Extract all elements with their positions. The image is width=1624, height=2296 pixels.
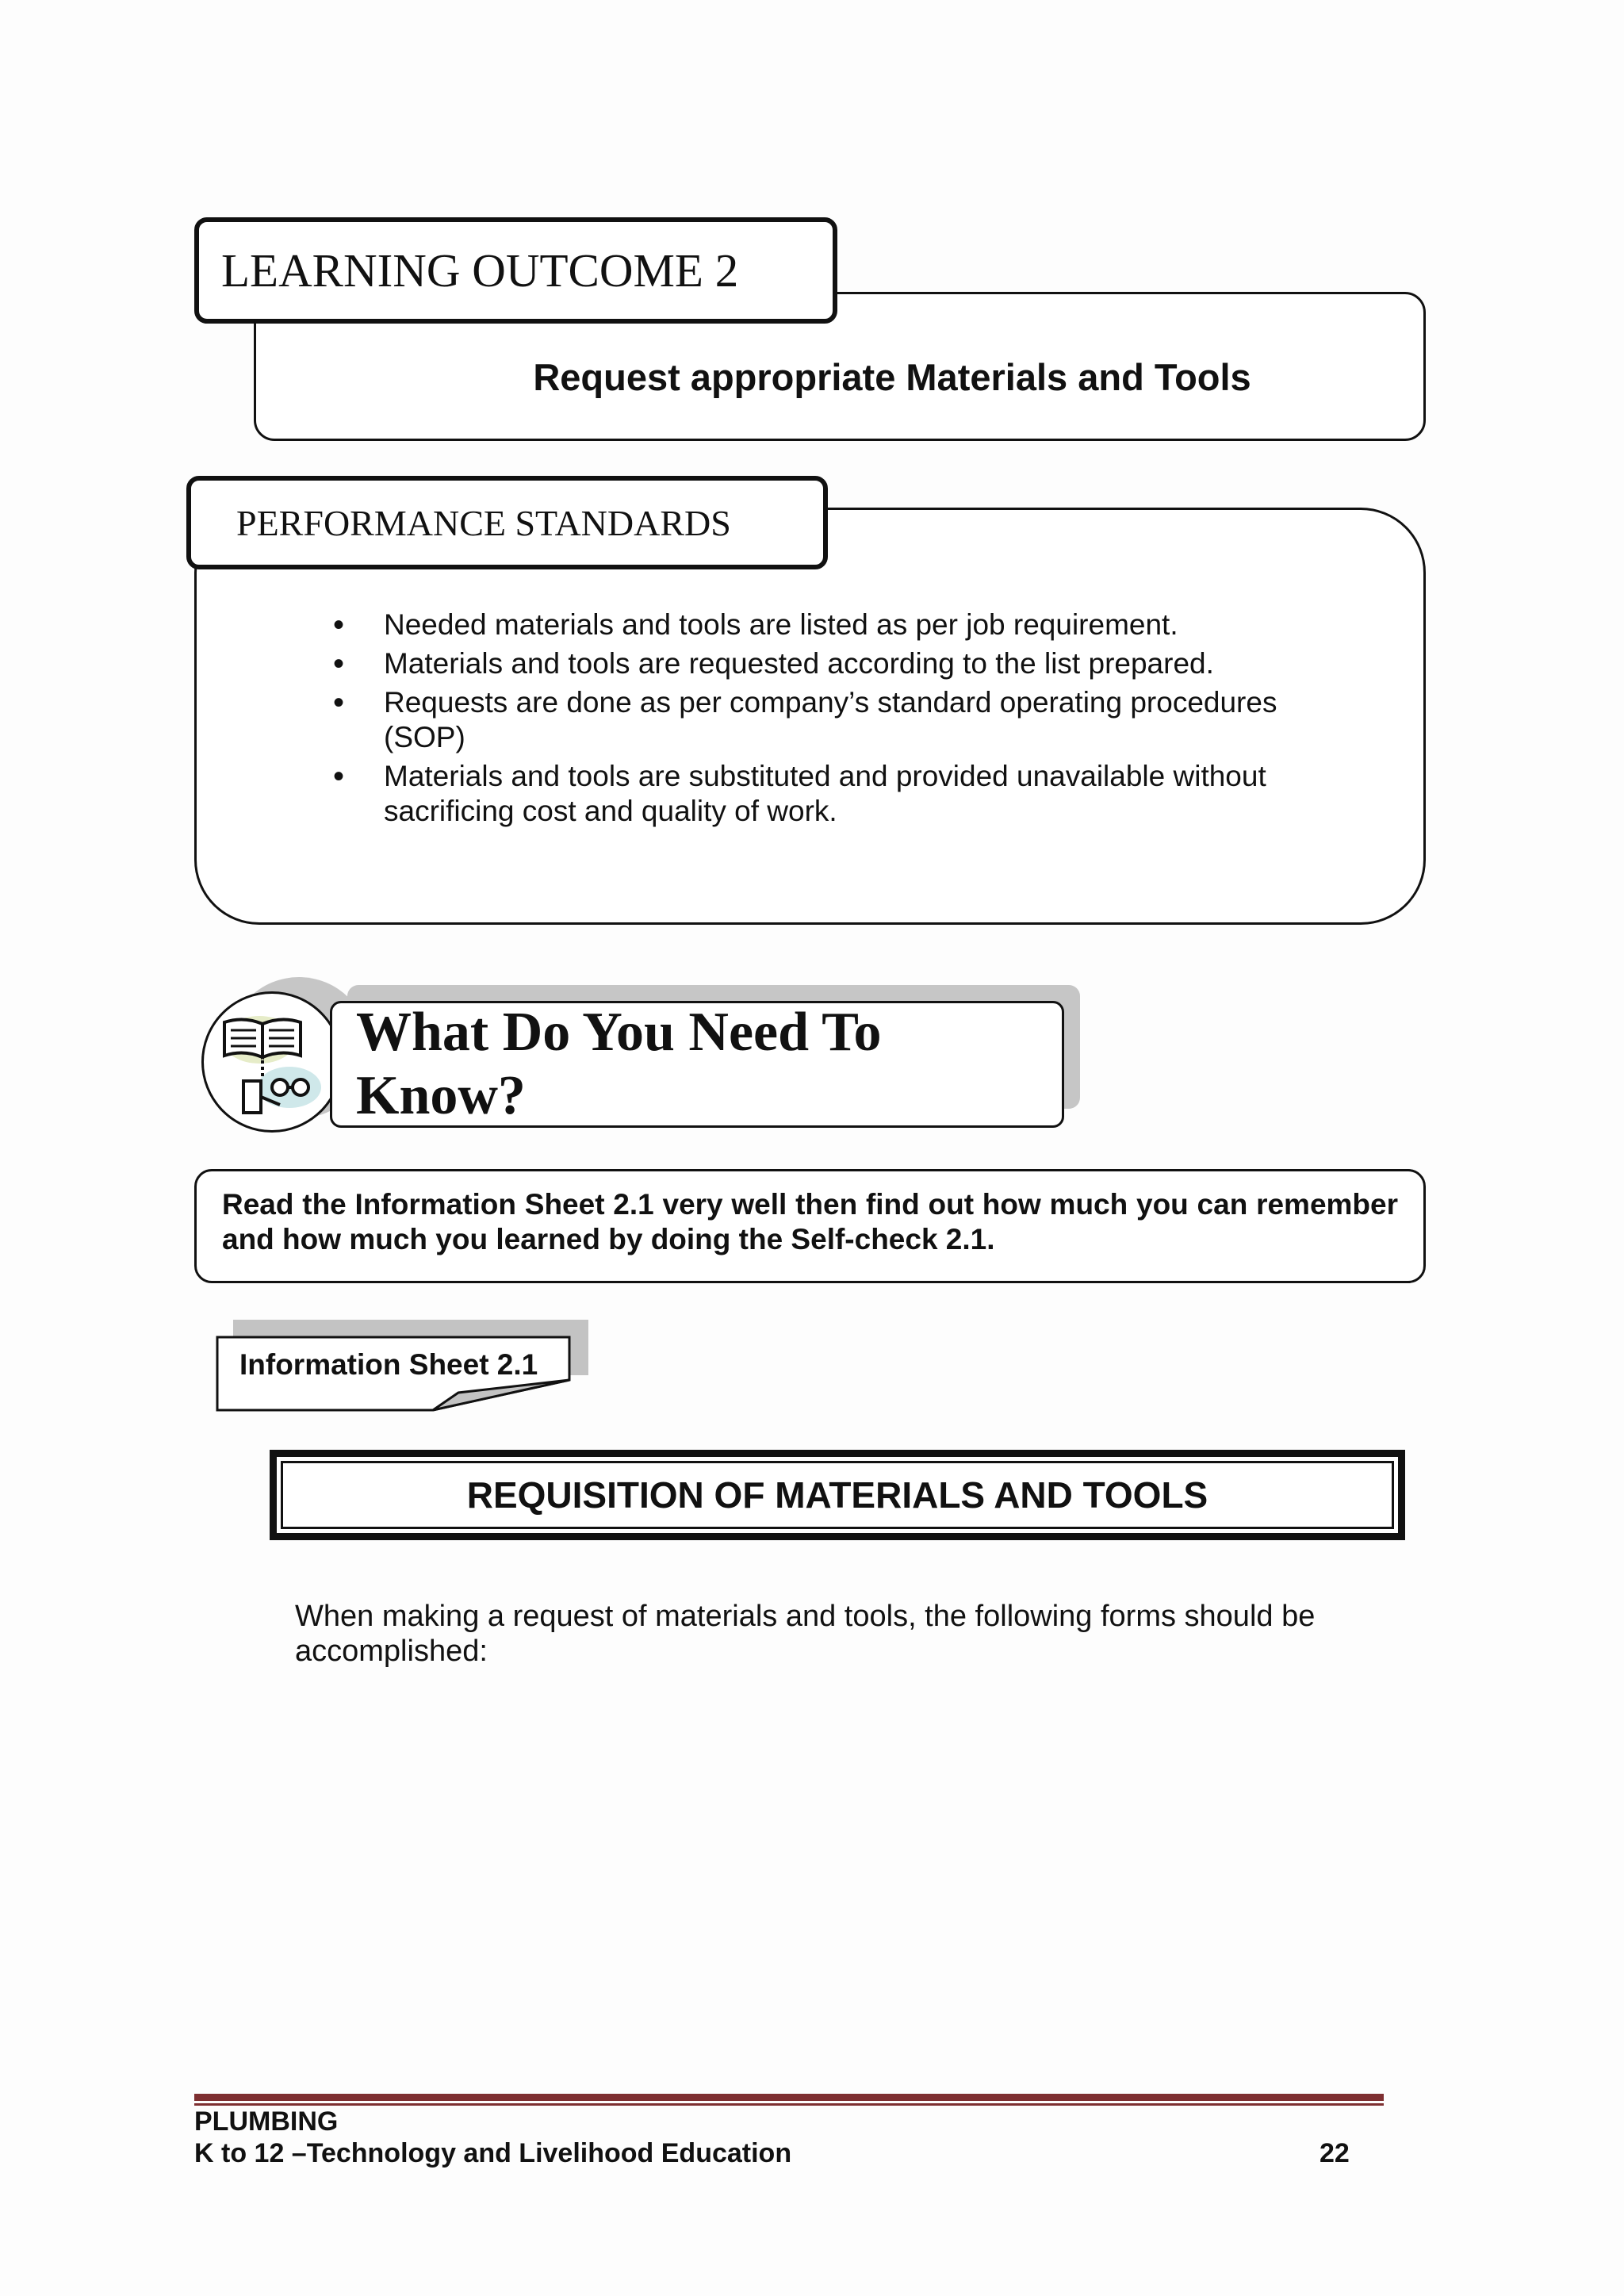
info-sheet-tag [216,1336,573,1412]
what-to-know-title [330,1001,1064,1128]
footer-rule [194,2094,1384,2101]
footer-rule-thin [194,2103,1384,2106]
list-item: • Materials and tools are substituted and provided unavailable without sacrificing cost and quality of work. [325,759,1356,829]
list-item: • Requests are done as per company’s standard operating procedures (SOP) [325,685,1356,755]
list-item: • Materials and tools are requested according to the list prepared. [325,646,1356,681]
performance-standards-label-text: PERFORMANCE STANDARDS [236,502,731,543]
learning-outcome-label-text: LEARNING OUTCOME 2 [221,243,739,297]
section-title-text: REQUISITION OF MATERIALS AND TOOLS [466,1474,1208,1516]
book-reader-icon [201,991,343,1133]
learning-outcome-subtitle: Request appropriate Materials and Tools [533,356,1251,398]
instruction-text: Read the Information Sheet 2.1 very well then find out how much you can remember and how much you learned by doing the Self-check 2.1. [222,1188,1398,1255]
footer-course: K to 12 –Technology and Livelihood Education [194,2138,792,2168]
what-to-know-title-text: What Do You Need To Know? [356,1002,882,1126]
page-number: 22 [1320,2138,1350,2168]
section-title [281,1461,1394,1529]
learning-outcome-label [194,217,837,324]
body-paragraph: When making a request of materials and tools, the following forms should be accomplished: [295,1600,1316,1668]
instruction-box [194,1169,1426,1283]
footer-subject: PLUMBING [194,2106,339,2137]
performance-standards-label [186,476,828,569]
list-item: • Needed materials and tools are listed as per job requirement. [325,608,1356,642]
info-sheet-label: Information Sheet 2.1 [239,1348,538,1381]
performance-standards-list [325,608,1356,833]
